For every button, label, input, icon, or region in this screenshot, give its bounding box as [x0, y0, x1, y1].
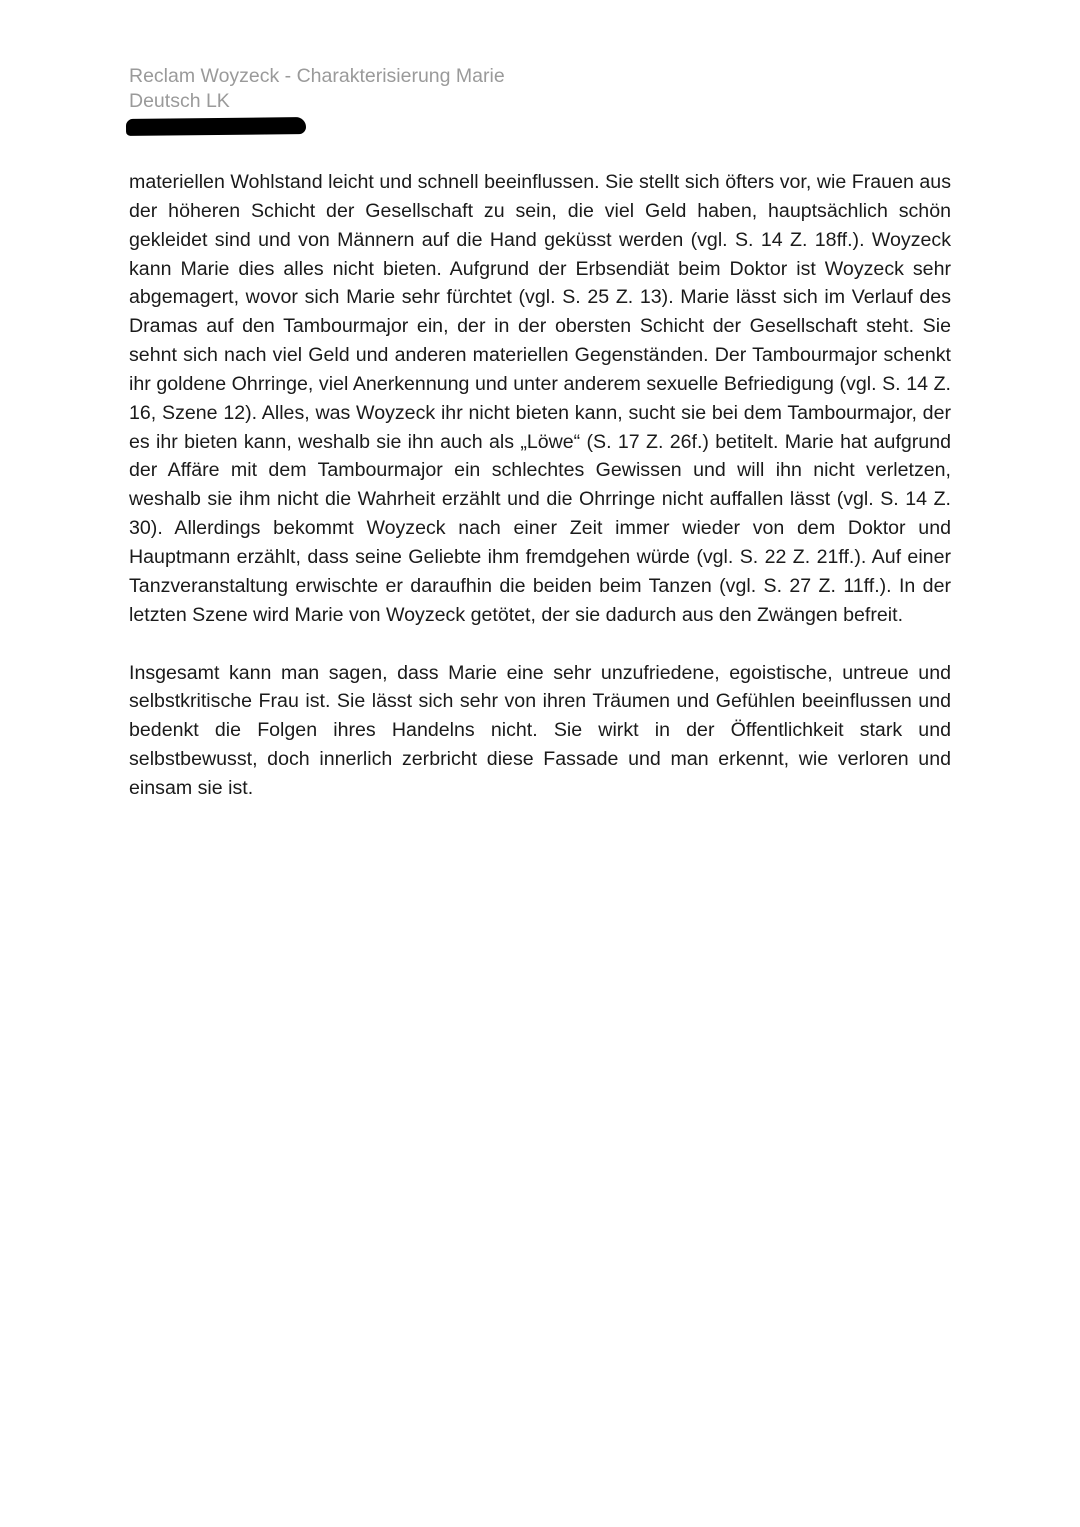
page-header: [129, 64, 729, 114]
redacted-name-mark: [126, 117, 306, 136]
document-title: Reclam Woyzeck - Charakterisierung Marie: [129, 65, 505, 87]
conclusion-paragraph: Insgesamt kann man sagen, dass Marie eine sehr unzufriedene, egoistische, untreue und selbstkritische Frau ist. Sie lässt sich sehr von ihren Träumen und Gefühlen beeinflussen und bedenkt die Folgen ihres Handelns nicht. Sie wirkt in der Öffentlichkeit stark und selbstbewusst, doch innerlich zerbricht diese Fassade und man erkennt, wie verloren und einsam sie ist.: [129, 661, 951, 799]
course-name: Deutsch LK: [129, 90, 230, 112]
body-paragraph: materiellen Wohlstand leicht und schnell beeinflussen. Sie stellt sich öfters vor, wie Frauen aus der höheren Schicht der Gesellschaft zu sein, die viel Geld haben, hauptsächlich schön gekleidet sind und von Männern auf die Hand geküsst werden (vgl. S. 14 Z. 18ff.). Woyzeck kann Marie dies alles nicht bieten. Aufgrund der Erbsendiät beim Doktor ist Woyzeck sehr abgemagert, wovor sich Marie sehr fürchtet (vgl. S. 25 Z. 13). Marie lässt sich im Verlauf des Dramas auf den Tambourmajor ein, der in der obersten Schicht der Gesellschaft steht. Sie sehnt sich nach viel Geld und anderen materiellen Gegenständen. Der Tambourmajor schenkt ihr goldene Ohrringe, viel Anerkennung und unter anderem sexuelle Befriedigung (vgl. S. 14 Z. 16, Szene 12). Alles, was Woyzeck ihr nicht bieten kann, sucht sie bei dem Tambourmajor, der es ihr bieten kann, weshalb sie ihn auch als „Löwe“ (S. 17 Z. 26f.) betitelt. Marie hat aufgrund der Affäre mit dem Tambourmajor ein schlechtes Gewissen und will ihn nicht verletzen, weshalb sie ihm nicht die Wahrheit erzählt und die Ohrringe nicht auffallen lässt (vgl. S. 14 Z. 30). Allerdings bekommt Woyzeck nach einer Zeit immer wieder von dem Doktor und Hauptmann erzählt, dass seine Geliebte ihm fremdgehen würde (vgl. S. 22 Z. 21ff.). Auf einer Tanzveranstaltung erwischte er daraufhin die beiden beim Tanzen (vgl. S. 27 Z. 11ff.). In der letzten Szene wird Marie von Woyzeck getötet, der sie dadurch aus den Zwängen befreit.: [129, 171, 951, 626]
document-body: [129, 168, 951, 832]
